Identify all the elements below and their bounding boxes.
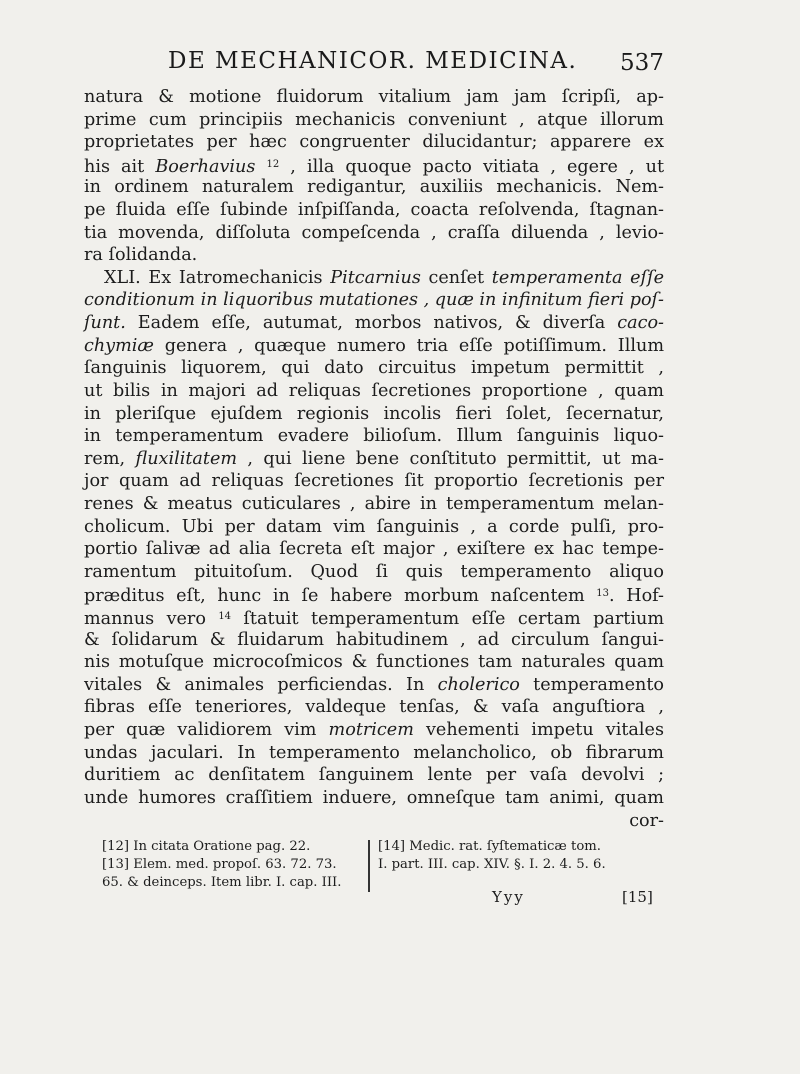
text-line xyxy=(84,583,664,606)
text-line xyxy=(84,154,664,177)
text-line xyxy=(84,244,664,267)
text-segment: portio ſalivæ ad alia ſecreta eſt major , exiſtere ex hac tempe- xyxy=(84,539,664,560)
text-segment: XLI. Ex Iatromechanicis xyxy=(104,267,331,288)
text-line xyxy=(84,561,664,584)
text-segment: unde humores craſſitiem induere, omneſque tam animi, quam xyxy=(84,787,664,808)
text-line xyxy=(84,651,664,674)
text-segment: duritiem ac denſitatem ſanguinem lente per vaſa devolvi ; xyxy=(84,765,664,786)
text-line xyxy=(84,696,664,719)
text-segment: renes & meatus cuticulares , abire in temperamentum melan- xyxy=(84,493,664,514)
text-segment: vitales & animales perficiendas. In xyxy=(84,674,438,695)
text-line xyxy=(84,629,664,652)
text-line xyxy=(84,267,664,290)
body-text xyxy=(84,86,664,832)
footnote-reference: 13 xyxy=(596,588,609,600)
text-segment: ramentum pituitoſum. Quod ſi quis temperamento aliquo xyxy=(84,561,664,582)
text-segment: mannus vero xyxy=(84,609,219,630)
running-head xyxy=(0,44,800,80)
text-segment xyxy=(255,157,266,177)
italic-text: ſunt. xyxy=(84,313,126,334)
text-segment: præditus eſt, hunc in ſe habere morbum naſcentem xyxy=(84,586,597,607)
text-line xyxy=(84,176,664,199)
text-line xyxy=(84,719,664,742)
footnote-column-divider xyxy=(368,840,370,892)
signature-mark: Yyy xyxy=(492,888,525,906)
text-segment: fibras eſſe teneriores, valdeque tenſas, & vaſa anguſtiora , xyxy=(84,697,664,718)
text-line xyxy=(84,425,664,448)
text-segment: ut bilis in majori ad reliquas ſecretiones proportione , quam xyxy=(84,380,664,401)
signature-line xyxy=(0,888,800,914)
italic-text: Boerhavius xyxy=(155,156,256,177)
text-segment: proprietates per hæc congruenter dilucidantur; apparere ex xyxy=(84,132,664,153)
text-segment: Eadem eſſe, autumat, morbos nativos, & diverſa xyxy=(125,313,618,334)
text-segment: vehementi impetu vitales xyxy=(413,720,664,741)
text-line xyxy=(84,742,664,765)
text-segment: in temperamentum evadere bilioſum. Illum ſanguinis liquo- xyxy=(84,426,664,447)
text-segment: ſanguinis liquorem, qui dato circuitus impetum permittit , xyxy=(84,358,664,379)
italic-text: Pitcarnius xyxy=(330,267,421,288)
text-line xyxy=(84,335,664,358)
footnotes-left-column xyxy=(102,838,341,892)
text-segment: per quæ validiorem vim xyxy=(84,720,329,741)
text-line xyxy=(84,787,664,810)
text-line xyxy=(84,289,664,312)
footnote-line: [12] In citata Oratione pag. 22. xyxy=(102,839,311,854)
footnotes-right-column xyxy=(378,838,606,874)
text-segment: rem, xyxy=(84,448,136,469)
text-segment: & ſolidarum & fluidarum habitudinem , ad circulum ſangui- xyxy=(84,629,664,650)
text-line xyxy=(84,312,664,335)
text-line xyxy=(84,109,664,132)
text-segment: genera , quæque numero tria eſſe potiſſimum. Illum xyxy=(153,335,664,356)
italic-text: conditionum in liquoribus mutationes , quæ in infinitum fieri poſ- xyxy=(84,290,664,311)
catchword-bottom: [15] xyxy=(622,888,653,906)
italic-text: temperamenta eſſe xyxy=(491,267,664,288)
text-segment: tia movenda, diſſoluta compeſcenda , craſſa diluenda , levio- xyxy=(84,222,664,243)
catchword-right: cor- xyxy=(629,810,664,831)
text-segment: . Hof- xyxy=(609,586,664,607)
text-line xyxy=(84,222,664,245)
text-segment: , illa quoque pacto vitiata , egere , ut xyxy=(279,156,665,177)
footnote-line: [14] Medic. rat. ſyſtematicæ tom. xyxy=(378,839,601,854)
italic-text: cholerico xyxy=(437,674,520,695)
text-segment: in ordinem naturalem redigantur, auxiliis mechanicis. Nem- xyxy=(84,177,664,198)
text-line xyxy=(84,493,664,516)
text-segment: ſtatuit temperamentum eſſe certam partium xyxy=(231,609,664,630)
text-line xyxy=(84,380,664,403)
text-line xyxy=(84,538,664,561)
text-segment: cholicum. Ubi per datam vim ſanguinis , a corde pulſi, pro- xyxy=(84,516,664,537)
footnote-reference: 14 xyxy=(218,611,232,623)
text-segment: prime cum principiis mechanicis conveniunt , atque illorum xyxy=(84,109,664,130)
italic-text: caco- xyxy=(617,313,664,334)
text-line xyxy=(84,403,664,426)
text-segment: undas jaculari. In temperamento melancholico, ob fibrarum xyxy=(84,742,664,763)
text-segment: pe fluida eſſe ſubinde inſpiſſanda, coacta reſolvenda, ſtagnan- xyxy=(84,200,664,221)
text-segment: in pleriſque ejuſdem regionis incolis fieri ſolet, ſecernatur, xyxy=(84,403,664,424)
footnote-reference: 12 xyxy=(266,158,280,170)
running-title: DE MECHANICOR. MEDICINA. xyxy=(168,48,578,74)
text-line xyxy=(84,357,664,380)
italic-text: fluxilitatem xyxy=(135,448,238,469)
text-line xyxy=(84,764,664,787)
page-number: 537 xyxy=(620,50,664,76)
text-line xyxy=(84,516,664,539)
text-line xyxy=(84,606,664,629)
text-line xyxy=(84,131,664,154)
text-segment: his ait xyxy=(84,156,156,177)
text-line xyxy=(84,470,664,493)
text-segment: ra ſolidanda. xyxy=(84,245,198,266)
text-segment: nis motuſque microcoſmicos & functiones tam naturales quam xyxy=(84,652,664,673)
text-segment: , qui liene bene conſtituto permittit, ut ma- xyxy=(237,448,664,469)
footnote-line: I. part. III. cap. XIV. §. I. 2. 4. 5. 6. xyxy=(378,857,606,872)
text-segment: natura & motione fluidorum vitalium jam jam ſcripſi, ap- xyxy=(84,87,664,107)
text-segment: jor quam ad reliquas ſecretiones ſit proportio ſecretionis per xyxy=(84,471,664,492)
text-line xyxy=(84,674,664,697)
text-line xyxy=(84,448,664,471)
text-line xyxy=(84,199,664,222)
italic-text: chymiæ xyxy=(84,335,154,356)
text-segment: cenſet xyxy=(420,267,492,288)
footnote-line: [13] Elem. med. propoſ. 63. 72. 73. xyxy=(102,857,337,872)
text-segment: temperamento xyxy=(519,674,665,695)
italic-text: motricem xyxy=(328,720,414,741)
text-line xyxy=(84,86,664,109)
footnote-line: 65. & deinceps. Item libr. I. cap. III. xyxy=(102,875,342,890)
